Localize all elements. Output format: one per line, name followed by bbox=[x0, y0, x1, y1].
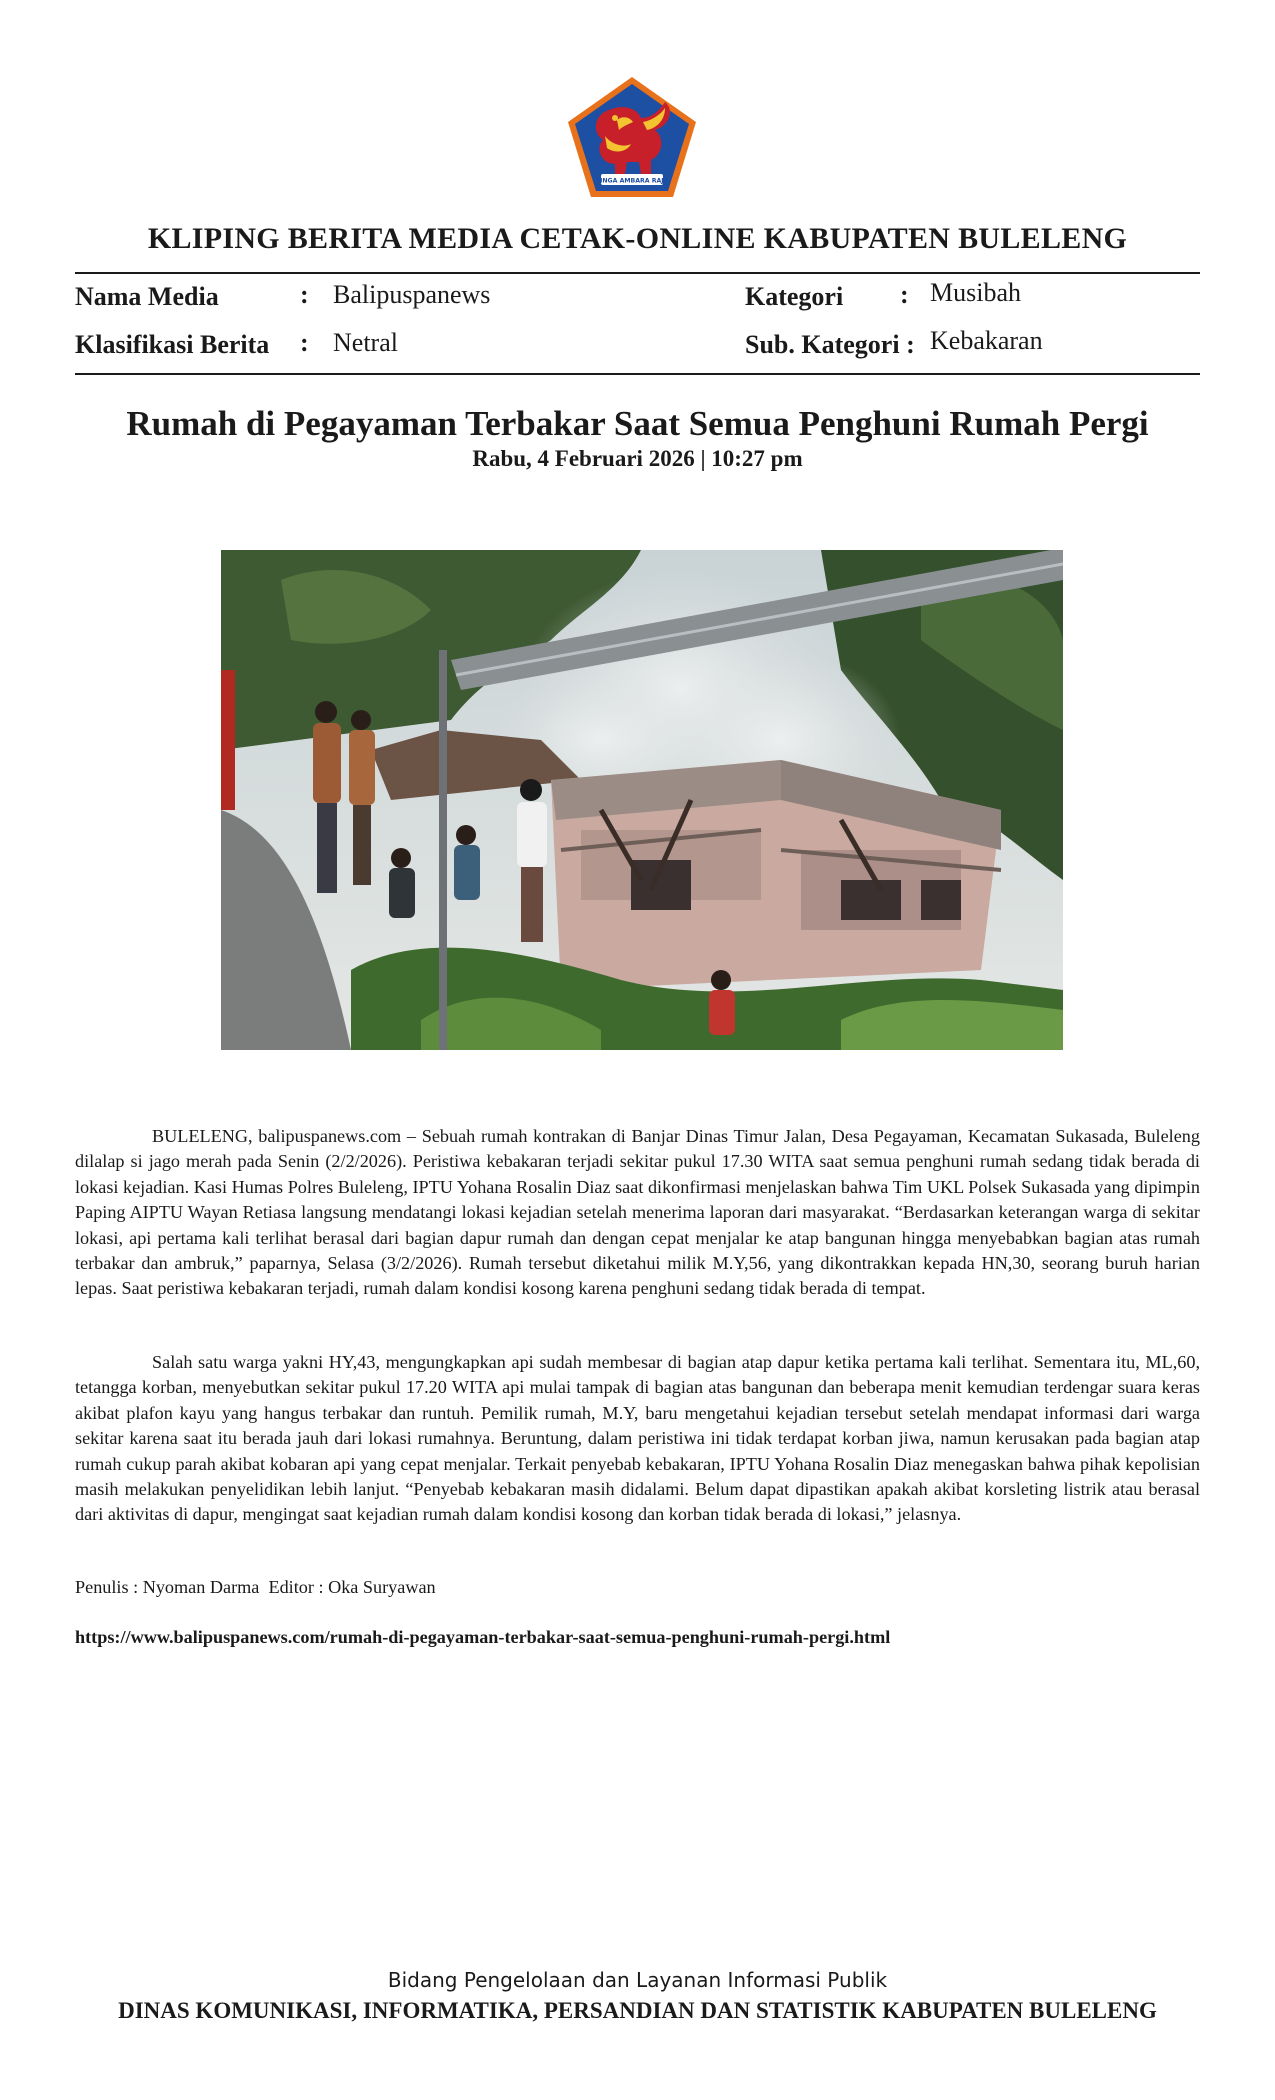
classification-value: Netral bbox=[333, 328, 398, 357]
footer-agency: DINAS KOMUNIKASI, INFORMATIKA, PERSANDIAN DAN STATISTIK KABUPATEN BULELENG bbox=[118, 1998, 1157, 2023]
subcategory-row bbox=[745, 330, 915, 360]
document-heading: KLIPING BERITA MEDIA CETAK-ONLINE KABUPATEN BULELENG bbox=[147, 222, 1128, 255]
buleleng-emblem-logo bbox=[565, 74, 699, 200]
header-rule-top bbox=[75, 272, 1200, 274]
category-value: Musibah bbox=[930, 278, 1021, 307]
subcategory-label: Sub. Kategori : bbox=[745, 330, 915, 359]
header-rule-bottom bbox=[75, 373, 1200, 375]
classification-row bbox=[75, 330, 269, 360]
media-name-label: Nama Media bbox=[75, 282, 219, 311]
media-name-separator: : bbox=[300, 280, 309, 309]
media-name-row bbox=[75, 282, 219, 312]
article-photo bbox=[221, 550, 1063, 1050]
category-label: Kategori bbox=[745, 282, 844, 311]
article-headline: Rumah di Pegayaman Terbakar Saat Semua Penghuni Rumah Pergi bbox=[126, 404, 1149, 443]
article-source-url[interactable]: https://www.balipuspanews.com/rumah-di-pegayaman-terbakar-saat-semua-penghuni-rumah-pergi.html bbox=[75, 1627, 891, 1647]
house-fire-photo-icon bbox=[221, 550, 1063, 1050]
classification-label: Klasifikasi Berita bbox=[75, 330, 270, 359]
subcategory-value: Kebakaran bbox=[930, 326, 1043, 355]
classification-separator: : bbox=[300, 328, 309, 357]
article-dateline: Rabu, 4 Februari 2026 | 10:27 pm bbox=[472, 446, 803, 471]
media-name-value: Balipuspanews bbox=[333, 280, 491, 309]
article-paragraph-1: BULELENG, balipuspanews.com – Sebuah rumah kontrakan di Banjar Dinas Timur Jalan, Desa Pegayaman, Kecamatan Sukasada, Buleleng dilalap si jago merah pada Senin (2/2/2026). Peristiwa kebakaran terjadi sekitar pukul 17.30 WITA saat semua penghuni rumah sedang tidak berada di lokasi kejadian. Kasi Humas Polres Buleleng, IPTU Yohana Rosalin Diaz saat dikonfirmasi menjelaskan bahwa Tim UKL Polsek Sukasada yang dipimpin Paping AIPTU Wayan Retiasa langsung mendatangi lokasi kejadian setelah menerima laporan dari masyarakat. “Berdasarkan keterangan warga di sekitar lokasi, api pertama kali terlihat berasal dari bagian dapur rumah dan dengan cepat menjalar ke atap bangunan hingga menyebabkan bagian atas rumah terbakar dan ambruk,” paparnya, Selasa (3/2/2026). Rumah tersebut diketahui milik M.Y,56, yang dikontrakkan kepada HN,30, seorang buruh harian lepas. Saat peristiwa kebakaran terjadi, rumah dalam kondisi kosong karena penghuni sedang tidak berada di tempat. bbox=[75, 1126, 1200, 1299]
category-separator: : bbox=[900, 280, 909, 309]
article-credits: Penulis : Nyoman Darma Editor : Oka Suryawan bbox=[75, 1577, 436, 1597]
article-paragraph-2: Salah satu warga yakni HY,43, mengungkapkan api sudah membesar di bagian atap dapur ketika pertama kali terlihat. Sementara itu, ML,60, tetangga korban, menyebutkan sekitar pukul 17.20 WITA api mulai tampak di bagian atas bangunan dan beberapa menit kemudian terdengar suara keras akibat plafon kayu yang hangus terbakar dan runtuh. Pemilik rumah, M.Y, baru mengetahui kejadian tersebut setelah mendapat informasi dari warga sekitar karena saat itu berada jauh dari lokasi rumahnya. Beruntung, dalam peristiwa ini tidak terdapat korban jiwa, namun kerusakan pada bagian atap rumah cukup parah akibat kobaran api yang cepat menjalar. Terkait penyebab kebakaran, IPTU Yohana Rosalin Diaz menegaskan bahwa pihak kepolisian masih melakukan penyelidikan lebih lanjut. “Penyebab kebakaran masih didalami. Belum dapat dipastikan apakah akibat korsleting listrik atau berasal dari aktivitas di dapur, mengingat saat kejadian rumah dalam kondisi kosong dan korban tidak berada di lokasi,” jelasnya. bbox=[75, 1352, 1200, 1525]
category-row bbox=[745, 282, 843, 312]
svg-text:SINGA AMBARA RAJA: SINGA AMBARA RAJA bbox=[595, 177, 669, 185]
footer-department: Bidang Pengelolaan dan Layanan Informasi Publik bbox=[387, 1968, 888, 1992]
buleleng-regency-emblem-icon bbox=[565, 74, 699, 200]
